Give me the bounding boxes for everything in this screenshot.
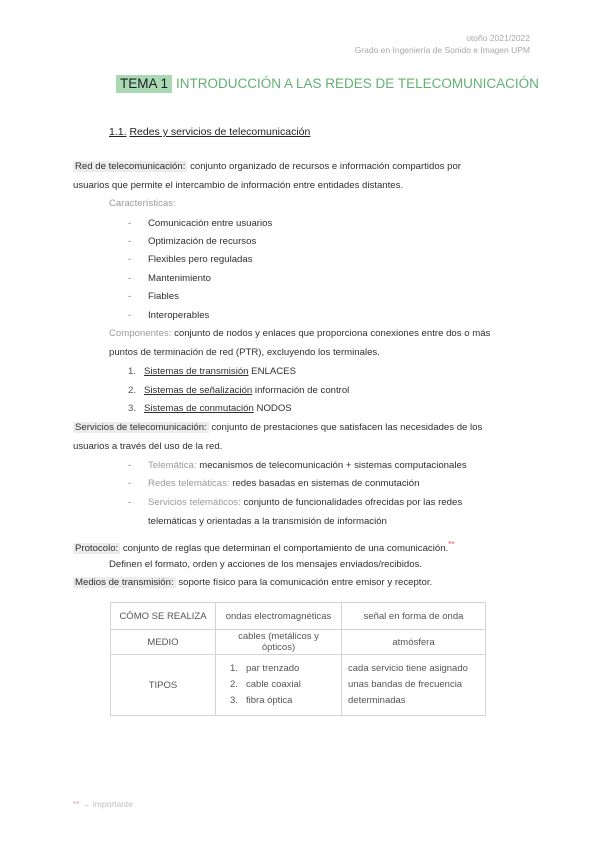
medios-line: Medios de transmisión: soporte físico para la comunicación entre emisor y receptor. — [75, 577, 433, 588]
table-cell: TIPOS — [111, 655, 216, 716]
list-item: - Interoperables — [128, 310, 210, 321]
section-number: 1.1. — [109, 126, 127, 138]
table-cell: 1. par trenzado 2. cable coaxial 3. fibra óptica — [216, 655, 342, 716]
list-item: - Comunicación entre usuarios — [128, 218, 273, 229]
footer-legend — [73, 799, 133, 809]
table-cell: cada servicio tiene asignado unas bandas de frecuencia determinadas — [342, 655, 486, 716]
table-cell: ondas electromagnéticas — [216, 603, 342, 630]
footer-text: → importante — [79, 799, 134, 809]
footer-star: ** — [73, 799, 80, 809]
red-term: Red de telecomunicación: — [75, 161, 186, 172]
transmission-table — [110, 602, 486, 716]
table-cell: CÓMO SE REALIZA — [111, 603, 216, 630]
servicios-term: Servicios de telecomunicación: — [75, 422, 207, 433]
list-item: - Fiables — [128, 291, 179, 302]
title-text: INTRODUCCIÓN A LAS REDES DE TELECOMUNICACIÓN — [176, 76, 539, 91]
protocolo-term: Protocolo: — [75, 543, 119, 555]
red-line-2: usuarios que permite el intercambio de información entre entidades distantes. — [73, 180, 404, 191]
list-item: 1. Sistemas de transmisión ENLACES — [128, 366, 296, 377]
table-row — [111, 630, 486, 655]
list-item: - Flexibles pero reguladas — [128, 254, 253, 265]
header-term: otoño 2021/2022 — [466, 33, 530, 43]
componentes-label: Componentes: — [109, 328, 172, 339]
medios-term: Medios de transmisión: — [75, 577, 174, 588]
protocolo-line-2: Definen el formato, orden y acciones de los mensajes enviados/recibidos. — [109, 559, 423, 570]
componentes-line-2: puntos de terminación de red (PTR), excluyendo los terminales. — [109, 347, 380, 358]
red-line-1 — [73, 161, 461, 172]
list-item: - Redes telemáticas: redes basadas en sistemas de conmutación — [128, 478, 420, 489]
list-item: - Optimización de recursos — [128, 236, 257, 247]
table-cell: señal en forma de onda — [342, 603, 486, 630]
table-cell: cables (metálicos y ópticos) — [216, 630, 342, 655]
componentes-line-1: Componentes: conjunto de nodos y enlaces que proporciona conexiones entre dos o más — [109, 328, 491, 339]
section-heading — [109, 126, 310, 138]
protocolo-line: Protocolo: conjunto de reglas que determinan el comportamiento de una comunicación.** — [75, 540, 455, 555]
section-title: Redes y servicios de telecomunicación — [129, 126, 311, 138]
servicios-line-1: Servicios de telecomunicación: conjunto de prestaciones que satisfacen las necesidades de los — [75, 422, 483, 433]
list-item-continuation: telemáticas y orientadas a la transmisión de información — [148, 516, 387, 527]
important-star: ** — [448, 540, 455, 549]
table-row — [111, 655, 486, 716]
header-degree: Grado en Ingeniería de Sonido e Imagen UPM — [354, 45, 530, 55]
list-item: - Telemática: mecanismos de telecomunicación + sistemas computacionales — [128, 460, 467, 471]
servicios-line-2: usuarios a través del uso de la red. — [73, 441, 223, 452]
list-item: 2. Sistemas de señalización información de control — [128, 385, 350, 396]
red-def-1: conjunto organizado de recursos e información compartidos por — [187, 161, 461, 172]
table-row — [111, 603, 486, 630]
title-tag: TEMA 1 — [116, 75, 172, 93]
list-item: - Mantenimiento — [128, 273, 211, 284]
table-cell: atmósfera — [342, 630, 486, 655]
caracteristicas-label: Características: — [109, 198, 176, 209]
table-cell: MEDIO — [111, 630, 216, 655]
list-item: 3. Sistemas de conmutación NODOS — [128, 403, 292, 414]
list-item: - Servicios telemáticos: conjunto de funcionalidades ofrecidas por las redes — [128, 497, 463, 508]
page-header — [355, 32, 530, 56]
page-title — [116, 76, 539, 91]
